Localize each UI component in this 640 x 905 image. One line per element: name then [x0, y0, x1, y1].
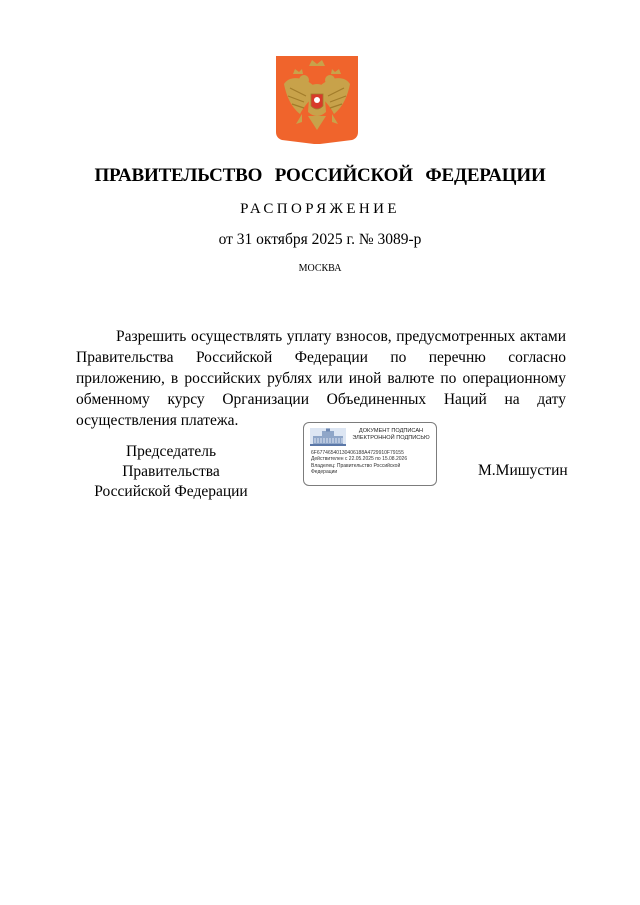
government-building-icon: [310, 428, 346, 446]
document-title: ПРАВИТЕЛЬСТВО РОССИЙСКОЙ ФЕДЕРАЦИИ: [94, 165, 546, 186]
signer-position-line-2: Российской Федерации: [94, 483, 248, 500]
document-city: МОСКВА: [298, 263, 342, 274]
document-body-paragraph: Разрешить осуществлять уплату взносов, предусмотренных актами Правительства Российской Федерации по перечню согласно приложению, в российских рублях или иной валюте по операционному обменному курсу Организации Объединенных Наций на дату осуществления платежа.: [76, 328, 566, 429]
stamp-header-line-2: ЭЛЕКТРОННОЙ ПОДПИСЬЮ: [352, 435, 430, 441]
signer-name: М.Мишустин: [478, 462, 568, 479]
stamp-header: [346, 428, 436, 442]
stamp-validity: Действителен с 22.05.2025 по 15.08.2026: [311, 456, 408, 463]
stamp-details: [311, 450, 435, 476]
stamp-owner-line-2: Федерации: [311, 469, 338, 476]
stamp-serial: 6F67746540130406188A4729910F79155: [311, 450, 404, 456]
russian-coat-of-arms-icon: [276, 56, 358, 144]
stamp-owner-line-1: Владелец: Правительство Российской: [311, 462, 401, 469]
stamp-header-line-1: ДОКУМЕНТ ПОДПИСАН: [358, 428, 424, 434]
signer-position-line-1: Председатель Правительства: [122, 443, 220, 480]
signer-position: [76, 442, 266, 502]
document-date-number: от 31 октября 2025 г. № 3089-р: [218, 231, 422, 248]
document-type: РАСПОРЯЖЕНИЕ: [240, 201, 400, 217]
electronic-signature-stamp: [303, 422, 437, 486]
